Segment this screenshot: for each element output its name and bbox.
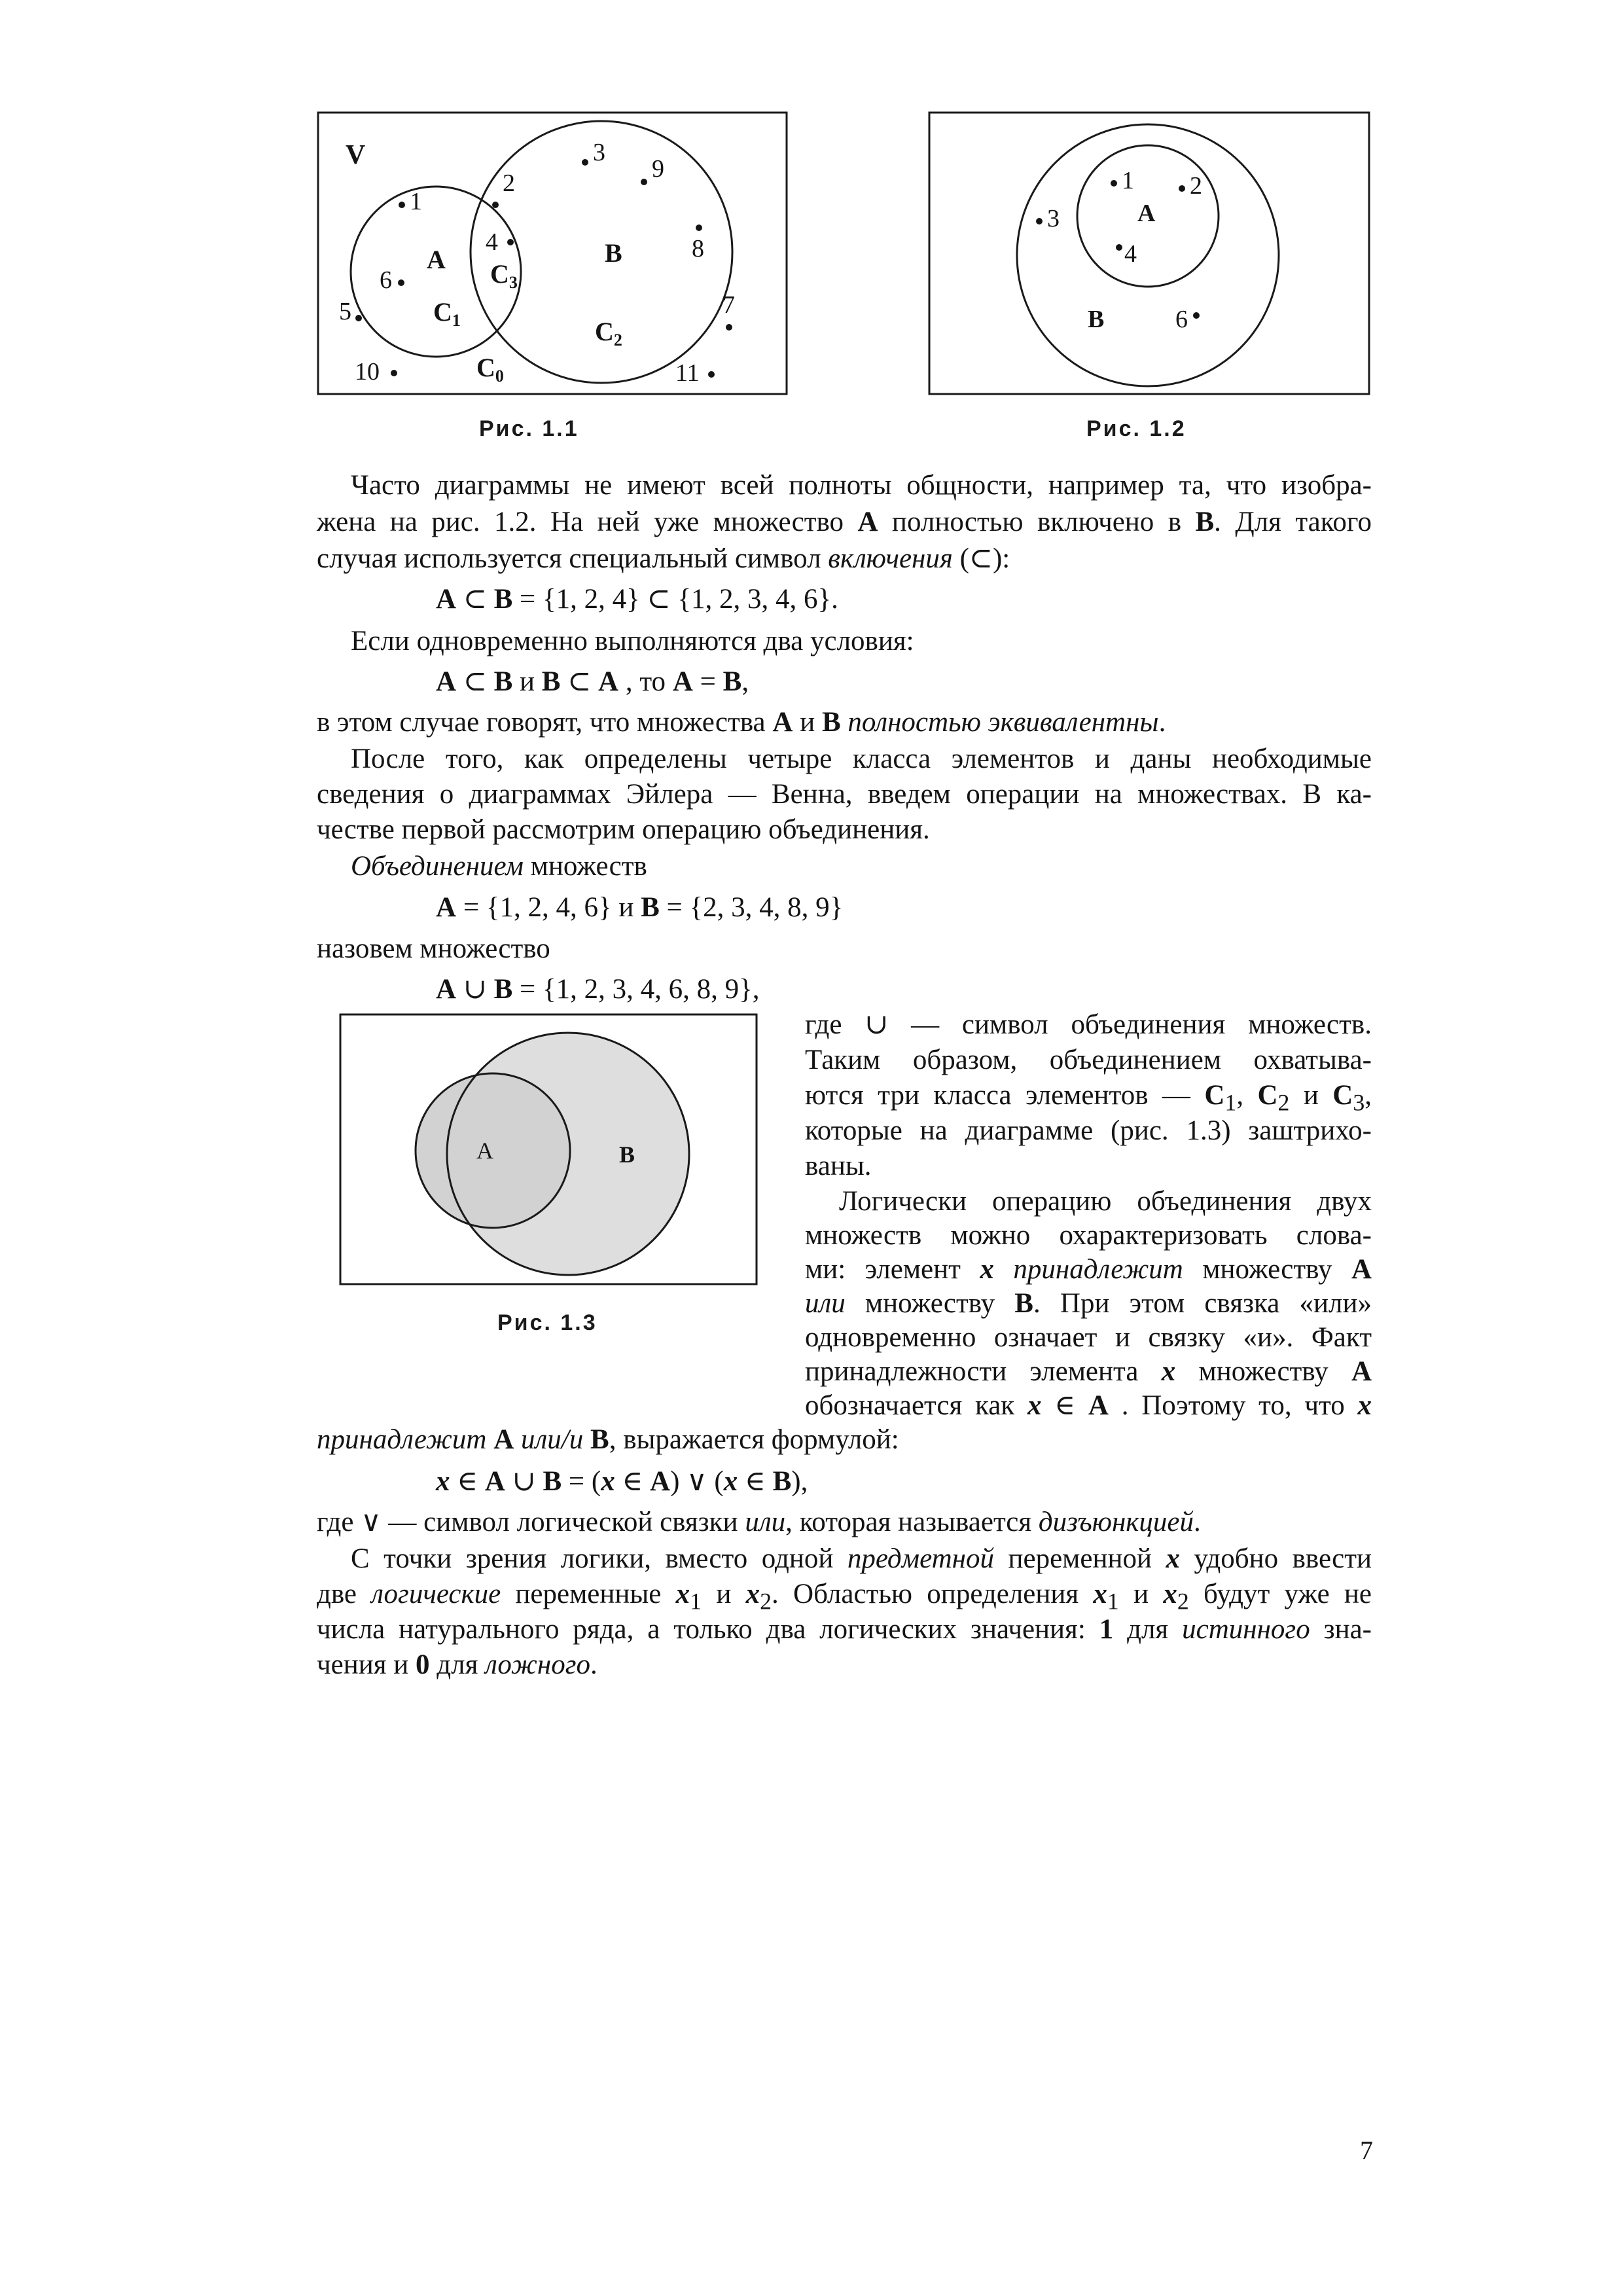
element-label: 4 — [1124, 240, 1137, 268]
set-a-label: A — [476, 1138, 493, 1164]
element-dot — [391, 370, 397, 376]
text-line: сведения о диаграммах Эйлера — Венна, введем операции на множествах. В ка- — [317, 779, 1372, 810]
element-label: 7 — [722, 291, 735, 319]
element-dot — [1179, 185, 1185, 192]
text-line: случая используется специальный символ включения (⊂): — [317, 543, 1010, 574]
element-dot — [1193, 312, 1200, 319]
figure-1-2-caption: Рис. 1.2 — [1086, 416, 1186, 441]
set-b-label: B — [619, 1141, 635, 1168]
formula-union: A ∪ B = {1, 2, 3, 4, 6, 8, 9}, — [436, 974, 760, 1005]
element-dot — [398, 279, 404, 286]
text-line: Часто диаграммы не имеют всей полноты общности, например та, что изобра- — [351, 470, 1372, 501]
element-dot — [355, 315, 362, 321]
page-number: 7 — [1360, 2136, 1373, 2165]
class-c3-label: $C_3$ — [490, 259, 518, 292]
set-b-label: B — [605, 238, 622, 268]
text-line: принадлежит A или/и B, выражается формулой: — [317, 1424, 899, 1455]
element-dot — [726, 324, 732, 331]
element-dot — [507, 239, 514, 245]
formula-membership: x ∈ A ∪ B = (x ∈ A) ∨ (x ∈ B), — [436, 1466, 808, 1497]
text-line: множеств можно охарактеризовать слова- — [805, 1220, 1372, 1251]
element-label: 5 — [339, 298, 351, 325]
element-label: 1 — [410, 188, 422, 215]
text-line: принадлежности элемента x множеству A — [805, 1356, 1372, 1387]
text-line: обозначается как x ∈ A . Поэтому то, что x — [805, 1390, 1372, 1421]
figure-1-1-caption: Рис. 1.1 — [479, 416, 579, 441]
text-line: числа натурального ряда, а только два логических значения: 1 для истинного зна- — [317, 1614, 1372, 1645]
element-label: 9 — [652, 155, 664, 183]
element-dot — [696, 224, 702, 231]
universe-rect — [929, 113, 1369, 394]
text-line: которые на диаграмме (рис. 1.3) заштрихо- — [805, 1115, 1372, 1146]
text-line: После того, как определены четыре класса элементов и даны необходимые — [351, 744, 1372, 774]
set-b-label: B — [1088, 306, 1105, 333]
element-dot — [492, 202, 499, 208]
element-dot — [582, 159, 588, 166]
set-a-label: A — [427, 245, 446, 274]
venn-diagram-1-1 — [317, 111, 788, 399]
class-c0-label: $C_0$ — [476, 353, 504, 386]
venn-diagram-1-2 — [928, 111, 1370, 399]
element-label: 8 — [692, 235, 704, 262]
text-line: две логические переменные $x_1$ и $x_2$. Областью определения $x_1$ и $x_2$ будут уже не — [317, 1579, 1372, 1615]
universe-label: V — [346, 140, 366, 170]
set-a-label: A — [1137, 200, 1156, 227]
figure-1-2 — [928, 111, 1370, 399]
figure-1-1 — [317, 111, 788, 399]
formula-equivalence: A ⊂ B и B ⊂ A , то A = B, — [436, 666, 749, 697]
element-dot — [1036, 218, 1043, 224]
text-line: ми: элемент x принадлежит множеству A — [805, 1254, 1372, 1285]
text-line: Таким образом, объединением охватыва- — [805, 1045, 1372, 1075]
text-line: чения и 0 для ложного. — [317, 1649, 597, 1680]
set-b-circle — [1017, 124, 1279, 386]
element-label: 1 — [1122, 167, 1134, 194]
text-line: С точки зрения логики, вместо одной предметной переменной x удобно ввести — [351, 1543, 1372, 1574]
text-line: честве первой рассмотрим операцию объединения. — [317, 814, 930, 845]
text-line: Объединением множеств — [351, 851, 647, 882]
text-line: назовем множество — [317, 933, 550, 964]
text-line: Если одновременно выполняются два условия: — [351, 626, 914, 656]
class-c2-label: $C_2$ — [595, 317, 622, 350]
figure-1-3-caption: Рис. 1.3 — [497, 1310, 597, 1335]
element-label: 6 — [1175, 306, 1188, 333]
element-dot — [641, 179, 647, 185]
element-label: 10 — [355, 358, 380, 386]
text-line: в этом случае говорят, что множества A и B полностью эквивалентны. — [317, 707, 1166, 738]
element-label: 6 — [380, 266, 392, 294]
text-line: или множеству B. При этом связка «или» — [805, 1288, 1372, 1319]
element-dot — [1111, 180, 1117, 187]
formula-sets-a-b: A = {1, 2, 4, 6} и B = {2, 3, 4, 8, 9} — [436, 892, 844, 923]
element-dot — [708, 371, 715, 378]
text-line: где ∨ — символ логической связки или, которая называется дизъюнкцией. — [317, 1507, 1201, 1537]
element-label: 2 — [1190, 172, 1202, 200]
text-line: жена на рис. 1.2. На ней уже множество A полностью включено в B. Для такого — [317, 507, 1372, 537]
class-c1-label: $C_1$ — [433, 297, 461, 330]
text-line: где ∪ — символ объединения множеств. — [805, 1009, 1372, 1040]
text-line: Логически операцию объединения двух — [839, 1186, 1372, 1217]
element-label: 3 — [1047, 205, 1060, 232]
formula-inclusion: A ⊂ B = {1, 2, 4} ⊂ {1, 2, 3, 4, 6}. — [436, 584, 838, 615]
figure-1-3 — [339, 1013, 758, 1288]
element-label: 2 — [503, 170, 515, 197]
text-line: одновременно означает и связку «и». Факт — [805, 1322, 1372, 1353]
element-label: 3 — [593, 139, 605, 166]
element-dot — [1116, 244, 1122, 251]
element-dot — [399, 202, 405, 208]
text-line: ются три класса элементов — $C_1$, $C_2$ и $C_3$, — [805, 1080, 1372, 1116]
element-label: 11 — [675, 359, 700, 387]
universe-rect — [318, 113, 787, 394]
element-label: 4 — [486, 228, 498, 256]
text-line: ваны. — [805, 1151, 872, 1181]
venn-diagram-1-3 — [339, 1013, 758, 1288]
